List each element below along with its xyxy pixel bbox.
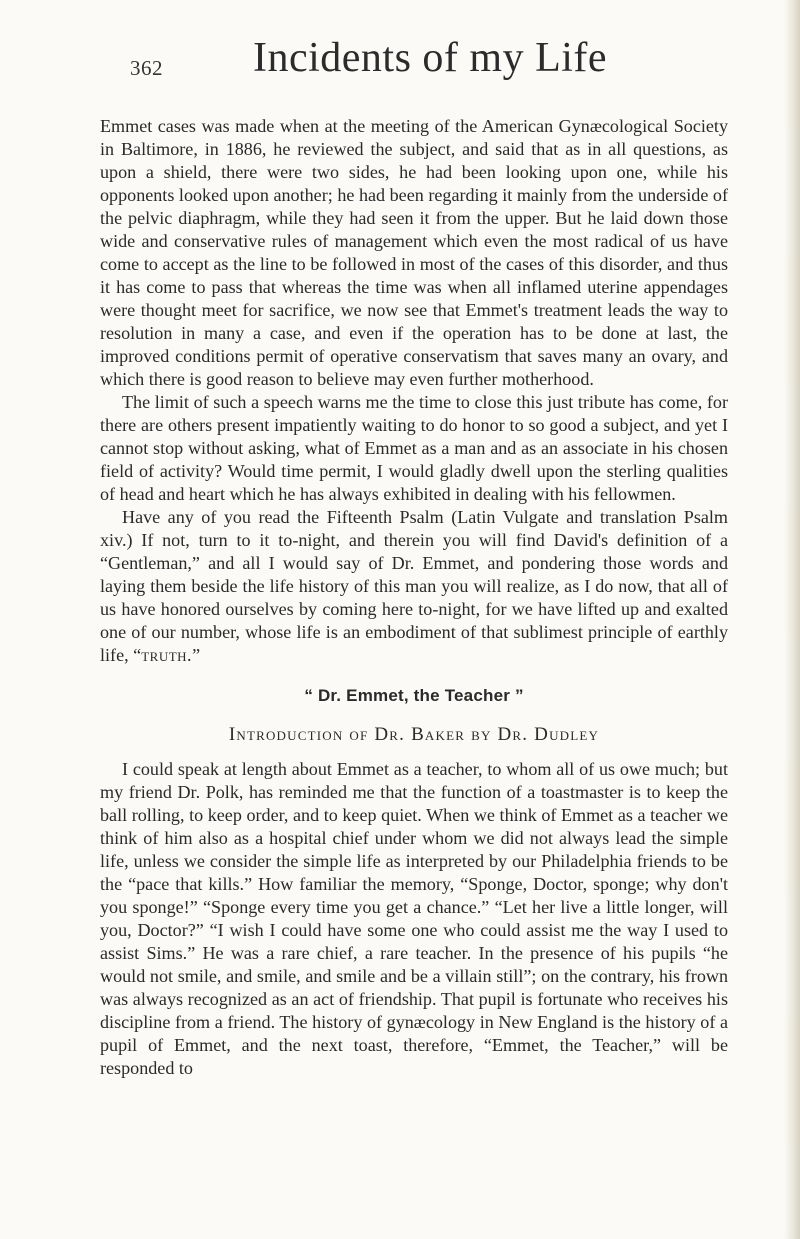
introduction-line: Introduction of Dr. Baker by Dr. Dudley — [228, 724, 600, 745]
page-header — [130, 34, 730, 104]
paragraph-psalm-text: Have any of you read the Fifteenth Psalm (Latin Vulgate and translation Psalm xiv.) If not, turn to it to-night, and therein you will find David's definition of a “Gentleman,” and all I would say of Dr. Emmet, and pondering those words and laying them beside the life history of this man you will realize, as I do now, that all of us have honored ourselves by coming here to-night, for we have lifted up and exalted one of our number, whose life is an embodiment of that sublimest principle of earthly life, “ — [100, 507, 728, 665]
running-title: Incidents of my Life — [252, 35, 608, 81]
paragraph-continued: Emmet cases was made when at the meeting of the American Gynæcological Society in Baltimore, in 1886, he reviewed the subject, and said that as in all questions, as upon a shield, there were two sides, he had been looking upon one, while his opponents looked upon another; he had been regarding it mainly from the underside of the pelvic diaphragm, while they had seen it from the upper. But he laid down those wide and conservative rules of management which even the most radical of us have come to accept as the line to be followed in most of the cases of this disorder, and thus it has come to pass that whereas the time was when all inflamed uterine appendages were thought meet for sacrifice, we now see that Emmet's treatment leads the way to resolution in many a case, and even if the operation has to be done at last, the improved conditions permit of operative conservatism that saves many an ovary, and which there is good reason to believe may even further motherhood. — [100, 116, 728, 389]
paragraph-speech-limit: The limit of such a speech warns me the time to close this just tribute has come, for there are others present impatiently waiting to do honor to so good a subject, and yet I cannot stop without asking, what of Emmet as a man and as an associate in his chosen field of activity? Would time permit, I would gladly dwell upon the sterling qualities of head and heart which he has always exhibited in dealing with his fellowmen. — [100, 392, 728, 504]
truth-close-quote: ” — [192, 645, 201, 665]
section-title: “ Dr. Emmet, the Teacher ” — [304, 686, 524, 705]
body-text — [100, 115, 728, 1080]
paragraph-psalm — [100, 506, 728, 667]
page-edge-shadow — [784, 0, 800, 1239]
paragraph-teacher: I could speak at length about Emmet as a teacher, to whom all of us owe much; but my friend Dr. Polk, has reminded me that the function of a toastmaster is to keep the ball rolling, to keep order, and to keep quiet. When we think of Emmet as a teacher we think of him also as a hospital chief under whom we did not always lead the simple life, unless we consider the simple life as interpreted by our Philadelphia friends to be the “pace that kills.” How familiar the memory, “Sponge, Doctor, sponge; why don't you sponge!” “Sponge every time you get a chance.” “Let her live a little longer, will you, Doctor?” “I wish I could have some one who could assist me the way I used to assist Sims.” He was a rare chief, a rare teacher. In the presence of his pupils “he would not smile, and smile, and smile and be a villain still”; on the contrary, his frown was always recognized as an act of friendship. That pupil is fortunate who receives his discipline from a friend. The history of gynæcology in New England is the history of a pupil of Emmet, and the next toast, therefore, “Emmet, the Teacher,” will be responded to — [100, 759, 728, 1078]
truth-word: truth. — [141, 645, 193, 665]
page-number: 362 — [130, 56, 163, 80]
